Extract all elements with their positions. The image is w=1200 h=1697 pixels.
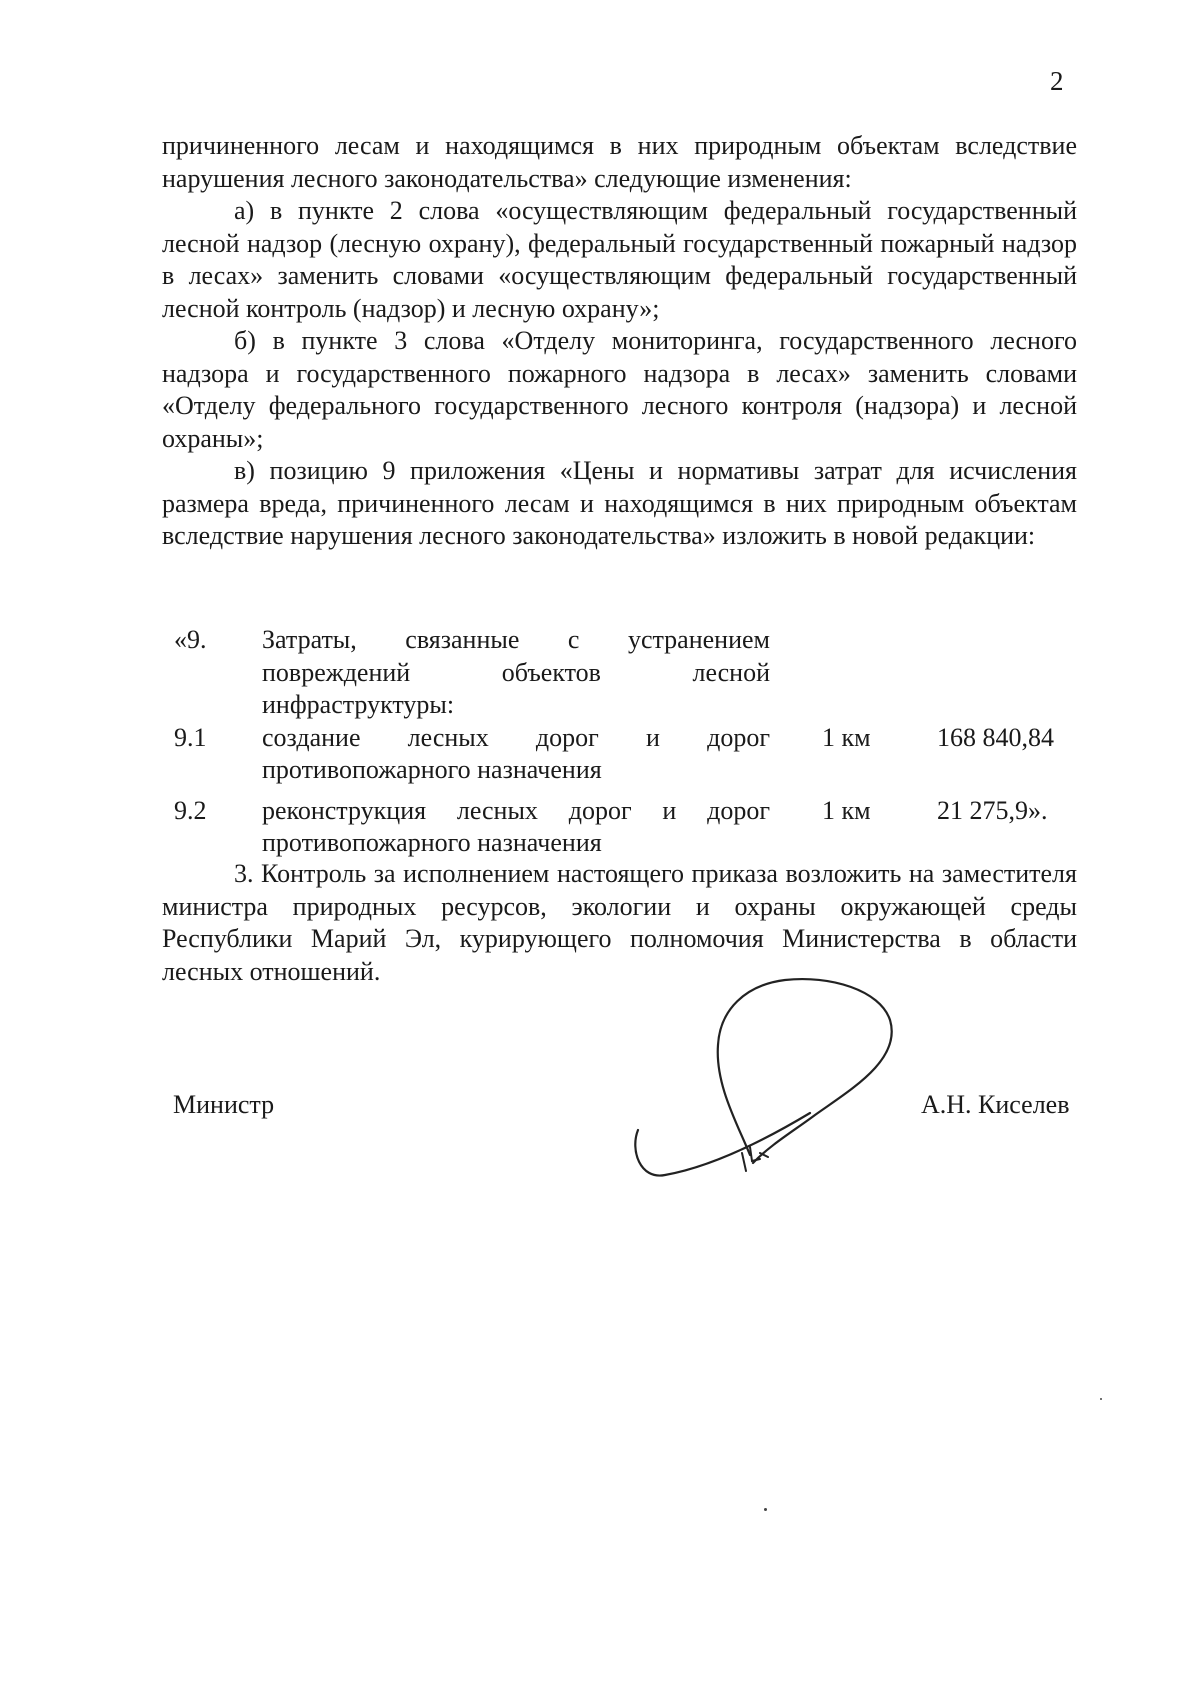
paragraph-final: 3. Контроль за исполнением настоящего приказа возложить на заместителя министра природных ресурсов, экологии и охраны окружающей среды Республики Марий Эл, курирующего полномочия Министерства в области лесных отношений. [162, 859, 1077, 986]
item-description: Затраты, связанные с устранением повреждений объектов лесной инфраструктуры: [262, 625, 770, 719]
item-price: 21 275,9». [937, 795, 1048, 825]
item-unit: 1 км [822, 722, 871, 752]
item-description: создание лесных дорог и дорог противопожарного назначения [262, 722, 770, 784]
scan-speck [764, 1508, 767, 1511]
item-description: реконструкция лесных дорог и дорог противопожарного назначения [262, 795, 770, 857]
item-number: 9.1 [174, 722, 207, 752]
handwritten-signature [620, 975, 920, 1195]
item-unit: 1 км [822, 795, 871, 825]
paragraph-control [162, 858, 1077, 988]
list-item [162, 795, 1077, 860]
list-item [162, 722, 1077, 787]
page-number: 2 [1050, 66, 1064, 96]
paragraph-c: в) позицию 9 приложения «Цены и нормативы затрат для исчисления размера вреда, причиненного лесам и находящимся в них природным объектам вследствие нарушения лесного законодательства» изложить в новой редакции: [162, 456, 1077, 550]
document-body [162, 130, 1077, 553]
paragraph-a: а) в пункте 2 слова «осуществляющим федеральный государственный лесной надзор (лесную охрану), федеральный государственный пожарный надзор в лесах» заменить словами «осуществляющим федеральный государственный лесной контроль (надзор) и лесную охрану»; [162, 196, 1077, 323]
price-items-list [162, 624, 1077, 860]
item-number: 9.2 [174, 795, 207, 825]
paragraph-b: б) в пункте 3 слова «Отделу мониторинга, государственного лесного надзора и государственного пожарного надзора в лесах» заменить словами «Отделу федерального государственного лесного контроля (надзора) и лесной охраны»; [162, 326, 1077, 453]
paragraph-intro: причиненного лесам и находящимся в них природным объектам вследствие нарушения лесного законодательства» следующие изменения: [162, 131, 1077, 193]
signatory-title: Министр [173, 1090, 275, 1119]
signatory-name: А.Н. Киселев [921, 1090, 1070, 1119]
item-number: «9. [174, 625, 207, 654]
item-price: 168 840,84 [937, 722, 1054, 752]
scan-speck [1100, 1398, 1102, 1400]
list-item [162, 624, 1077, 722]
